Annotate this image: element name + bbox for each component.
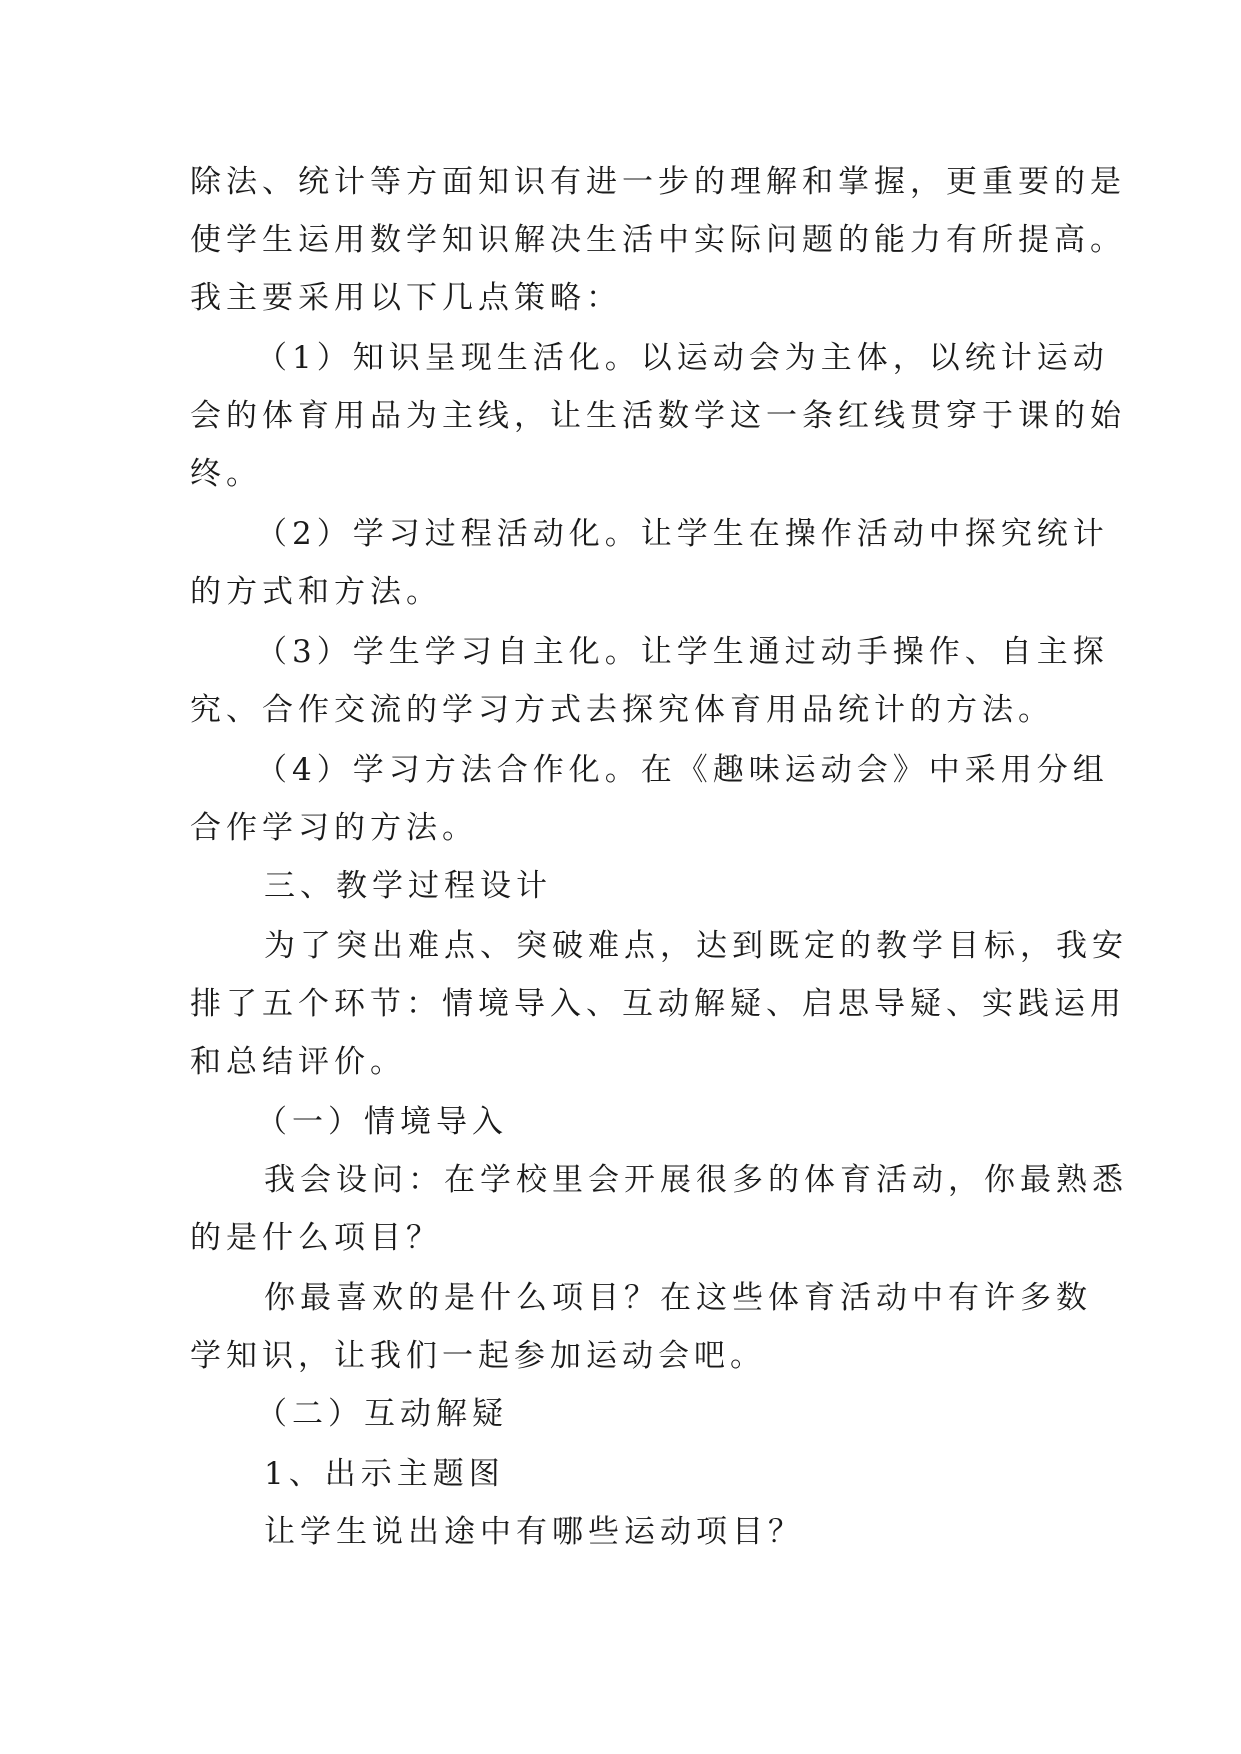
text-line: 让学生说出途中有哪些运动项目？ [264, 1514, 804, 1550]
text-line: 1、出示主题图 [264, 1456, 505, 1492]
text-line: 除法、统计等方面知识有进一步的理解和掌握，更重要的是 [190, 164, 1126, 200]
text-line: （1）知识呈现生活化。以运动会为主体，以统计运动 [256, 340, 1109, 376]
text-line: 的是什么项目？ [190, 1220, 442, 1256]
text-line: 我主要采用以下几点策略： [190, 280, 622, 316]
subsection-heading: （二）互动解疑 [256, 1396, 508, 1432]
text-line: 终。 [190, 456, 262, 492]
text-line: 使学生运用数学知识解决生活中实际问题的能力有所提高。 [190, 222, 1126, 258]
text-line: 和总结评价。 [190, 1044, 406, 1080]
subsection-heading: （一）情境导入 [256, 1104, 508, 1140]
text-line: 排了五个环节：情境导入、互动解疑、启思导疑、实践运用 [190, 986, 1126, 1022]
text-line: （2）学习过程活动化。让学生在操作活动中探究统计 [256, 516, 1109, 552]
text-line: （4）学习方法合作化。在《趣味运动会》中采用分组 [256, 752, 1109, 788]
text-line: （3）学生学习自主化。让学生通过动手操作、自主探 [256, 634, 1109, 670]
text-line: 会的体育用品为主线，让生活数学这一条红线贯穿于课的始 [190, 398, 1126, 434]
text-line: 究、合作交流的学习方式去探究体育用品统计的方法。 [190, 692, 1054, 728]
text-line: 为了突出难点、突破难点，达到既定的教学目标，我安 [264, 928, 1128, 964]
text-line: 你最喜欢的是什么项目？在这些体育活动中有许多数 [264, 1280, 1092, 1316]
text-line: 合作学习的方法。 [190, 810, 478, 846]
text-line: 我会设问：在学校里会开展很多的体育活动，你最熟悉 [264, 1162, 1128, 1198]
section-heading: 三、教学过程设计 [264, 868, 552, 904]
text-line: 学知识，让我们一起参加运动会吧。 [190, 1338, 766, 1374]
text-line: 的方式和方法。 [190, 574, 442, 610]
